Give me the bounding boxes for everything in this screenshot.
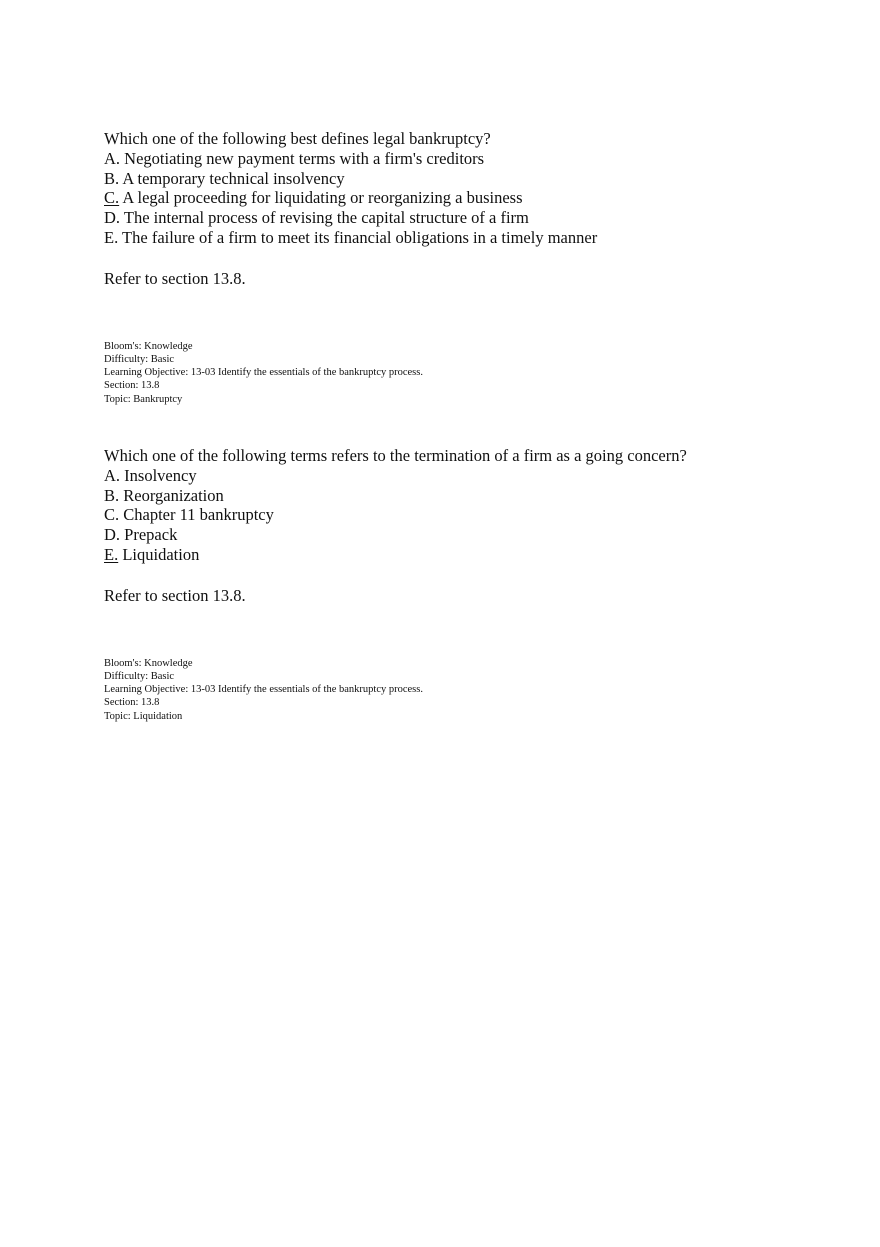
option-text: Liquidation [118,544,200,564]
answer-option-a [104,466,844,486]
option-text: The internal process of revising the capital structure of a firm [120,208,529,228]
question-1 [104,129,844,406]
option-text: Insolvency [120,465,197,485]
correct-option-letter: C. [104,188,120,208]
option-text: Prepack [120,525,178,545]
answer-option-b [104,169,844,189]
option-text: Chapter 11 bankruptcy [119,505,274,525]
option-text: A legal proceeding for liquidating or reorganizing a business [119,188,523,208]
question-metadata [104,657,844,723]
learning-objective: Learning Objective: 13-03 Identify the essentials of the bankruptcy process. [104,367,423,379]
correct-option-letter: E. [104,544,119,564]
answer-option-c-correct [104,188,844,208]
blooms-level: Bloom's: Knowledge [104,340,193,352]
option-letter: E. [104,227,119,247]
question-stem: Which one of the following terms refers to the termination of a firm as a going concern? [104,446,687,465]
option-text: The failure of a firm to meet its financial obligations in a timely manner [118,227,598,247]
topic: Topic: Bankruptcy [104,393,183,405]
option-letter: A. [104,465,121,485]
option-letter: D. [104,208,121,228]
option-text: A temporary technical insolvency [119,168,345,188]
question-2 [104,446,844,723]
answer-option-b [104,486,844,506]
option-letter: A. [104,148,121,168]
answer-option-e-correct [104,545,844,565]
question-metadata [104,340,844,406]
answer-option-a [104,149,844,169]
answer-option-c [104,505,844,525]
topic: Topic: Liquidation [104,710,183,722]
blooms-level: Bloom's: Knowledge [104,657,193,669]
section: Section: 13.8 [104,697,160,709]
section: Section: 13.8 [104,380,160,392]
option-text: Negotiating new payment terms with a firm's creditors [120,148,485,168]
question-stem: Which one of the following best defines legal bankruptcy? [104,129,491,148]
answer-option-d [104,525,844,545]
option-letter: D. [104,525,121,545]
option-text: Reorganization [119,485,224,505]
section-reference: Refer to section 13.8. [104,585,246,605]
difficulty: Difficulty: Basic [104,353,175,365]
option-letter: C. [104,505,120,525]
option-letter: B. [104,485,120,505]
answer-option-d [104,208,844,228]
learning-objective: Learning Objective: 13-03 Identify the essentials of the bankruptcy process. [104,684,423,696]
section-reference: Refer to section 13.8. [104,268,246,288]
answer-option-e [104,228,844,248]
difficulty: Difficulty: Basic [104,670,175,682]
option-letter: B. [104,168,120,188]
